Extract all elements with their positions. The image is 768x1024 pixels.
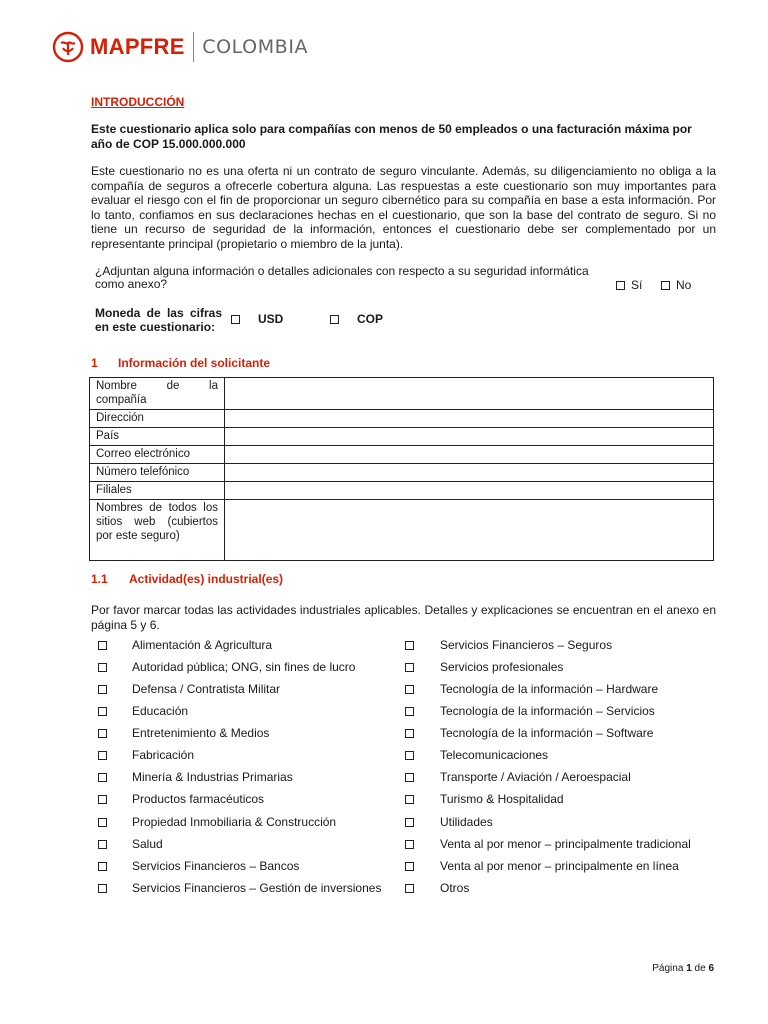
activity-checkbox[interactable] xyxy=(405,840,414,849)
company-name-field[interactable] xyxy=(225,378,714,410)
activity-label: Servicios profesionales xyxy=(440,660,564,674)
header-logo xyxy=(52,30,308,64)
mapfre-emblem-icon xyxy=(52,31,84,63)
activity-checkbox[interactable] xyxy=(405,884,414,893)
activity-label: Autoridad pública; ONG, sin fines de lucro xyxy=(132,660,356,674)
country-label: País xyxy=(90,428,225,446)
activity-checkbox[interactable] xyxy=(405,862,414,871)
activity-label: Transporte / Aviación / Aeroespacial xyxy=(440,770,631,784)
applicant-info-table xyxy=(89,377,714,561)
currency-cop-option[interactable] xyxy=(330,312,383,326)
activity-checkbox[interactable] xyxy=(405,663,414,672)
table-row xyxy=(90,500,714,561)
activity-label: Minería & Industrias Primarias xyxy=(132,770,293,784)
activity-label: Utilidades xyxy=(440,815,493,829)
activity-checkbox[interactable] xyxy=(405,685,414,694)
table-row xyxy=(90,378,714,410)
activity-label: Venta al por menor – principalmente en línea xyxy=(440,859,679,873)
page-total: 6 xyxy=(708,963,714,974)
brand-name: MAPFRE xyxy=(90,34,185,59)
currency-cop-checkbox[interactable] xyxy=(330,315,339,324)
activity-checkbox[interactable] xyxy=(405,641,414,650)
activity-checkbox[interactable] xyxy=(98,795,107,804)
activity-label: Servicios Financieros – Seguros xyxy=(440,638,613,652)
activity-label: Propiedad Inmobiliaria & Construcción xyxy=(132,815,337,829)
table-row xyxy=(90,464,714,482)
currency-usd-checkbox[interactable] xyxy=(231,315,240,324)
activity-label: Otros xyxy=(440,881,470,895)
activities-intro: Por favor marcar todas las actividades industriales aplicables. Detalles y explicaciones se encuentran en el anexo en página 5 y 6. xyxy=(91,603,716,632)
annex-no-option[interactable] xyxy=(661,278,691,292)
currency-cop-label: COP xyxy=(357,312,384,326)
activity-checkbox[interactable] xyxy=(98,685,107,694)
page-of-word: de xyxy=(694,963,706,974)
currency-usd-label: USD xyxy=(258,312,284,326)
activity-label: Salud xyxy=(132,837,163,851)
activity-checkbox[interactable] xyxy=(405,773,414,782)
phone-field[interactable] xyxy=(225,464,714,482)
activity-checkbox[interactable] xyxy=(98,751,107,760)
activity-checkbox[interactable] xyxy=(98,818,107,827)
currency-label: Moneda de las cifras en este cuestionario: xyxy=(95,306,222,334)
section-1-title xyxy=(91,356,270,370)
table-row xyxy=(90,482,714,500)
activity-label: Tecnología de la información – Hardware xyxy=(440,682,659,696)
activity-checkbox[interactable] xyxy=(98,641,107,650)
annex-question-text: ¿Adjuntan alguna información o detalles adicionales con respecto a su seguridad informática como anexo? xyxy=(95,264,589,291)
annex-no-checkbox[interactable] xyxy=(661,281,670,290)
activity-label: Productos farmacéuticos xyxy=(132,792,265,806)
subsidiaries-field[interactable] xyxy=(225,482,714,500)
currency-usd-option[interactable] xyxy=(231,312,283,326)
address-field[interactable] xyxy=(225,410,714,428)
activity-checkbox[interactable] xyxy=(98,773,107,782)
section-1-1-title-text: Actividad(es) industrial(es) xyxy=(129,572,284,586)
activity-label: Educación xyxy=(132,704,189,718)
annex-no-label: No xyxy=(676,278,692,292)
activity-checkbox[interactable] xyxy=(98,840,107,849)
activity-label: Alimentación & Agricultura xyxy=(132,638,273,652)
activity-checkbox[interactable] xyxy=(405,818,414,827)
company-name-label: Nombre de la compañía xyxy=(90,378,225,410)
subsidiaries-label: Filiales xyxy=(90,482,225,500)
email-label: Correo electrónico xyxy=(90,446,225,464)
activity-label: Entretenimiento & Medios xyxy=(132,726,270,740)
activity-label: Telecomunicaciones xyxy=(440,748,549,762)
country-field[interactable] xyxy=(225,428,714,446)
email-field[interactable] xyxy=(225,446,714,464)
activity-checkbox[interactable] xyxy=(98,663,107,672)
activity-label: Defensa / Contratista Militar xyxy=(132,682,281,696)
websites-field[interactable] xyxy=(225,500,714,561)
activity-label: Venta al por menor – principalmente tradicional xyxy=(440,837,691,851)
table-row xyxy=(90,446,714,464)
activity-checkbox[interactable] xyxy=(98,884,107,893)
intro-body: Este cuestionario no es una oferta ni un contrato de seguro vinculante. Además, su diligenciamiento no obliga a la compañía de seguros a ofrecerle cobertura alguna. Las respuestas a este cuestionario son muy importantes para evaluar el riesgo con el fin de proporcionar un seguro cibernético para su compañía en base a esta información. Por lo tanto, confiamos en sus declaraciones hechas en el cuestionario, que son la base del contrato de seguro. Si no tiene un recurso de seguridad de la información, entonces el cuestionario debe ser complementado por un representante principal (propietario o miembro de la junta). xyxy=(91,164,716,251)
activity-checkbox[interactable] xyxy=(405,795,414,804)
intro-eligibility-note: Este cuestionario aplica solo para compañías con menos de 50 empleados o una facturación máxima por año de COP 15.000.000.000 xyxy=(91,122,692,151)
page-number xyxy=(652,963,714,974)
activity-label: Servicios Financieros – Bancos xyxy=(132,859,300,873)
section-1-number: 1 xyxy=(91,356,98,370)
section-1-title-text: Información del solicitante xyxy=(118,356,271,370)
activity-label: Servicios Financieros – Gestión de inversiones xyxy=(132,881,382,895)
activity-checkbox[interactable] xyxy=(405,729,414,738)
section-1-1-title xyxy=(91,572,283,586)
annex-yes-checkbox[interactable] xyxy=(616,281,625,290)
activity-checkbox[interactable] xyxy=(98,862,107,871)
activity-checkbox[interactable] xyxy=(98,707,107,716)
table-row xyxy=(90,410,714,428)
section-1-1-number: 1.1 xyxy=(91,572,108,586)
activity-label: Tecnología de la información – Software xyxy=(440,726,654,740)
activity-checkbox[interactable] xyxy=(405,707,414,716)
activity-label: Fabricación xyxy=(132,748,195,762)
brand-country: COLOMBIA xyxy=(202,36,309,58)
annex-yes-label: Sí xyxy=(631,278,643,292)
logo-divider xyxy=(193,32,195,62)
phone-label: Número telefónico xyxy=(90,464,225,482)
page-word: Página xyxy=(652,963,684,974)
address-label: Dirección xyxy=(90,410,225,428)
page-current: 1 xyxy=(686,963,692,974)
activity-checkbox[interactable] xyxy=(405,751,414,760)
activity-checkbox[interactable] xyxy=(98,729,107,738)
intro-heading: INTRODUCCIÓN xyxy=(91,95,185,109)
websites-label: Nombres de todos los sitios web (cubiertos por este seguro) xyxy=(90,500,225,561)
activity-label: Turismo & Hospitalidad xyxy=(440,792,564,806)
table-row xyxy=(90,428,714,446)
activity-label: Tecnología de la información – Servicios xyxy=(440,704,655,718)
annex-yes-option[interactable] xyxy=(616,278,642,292)
